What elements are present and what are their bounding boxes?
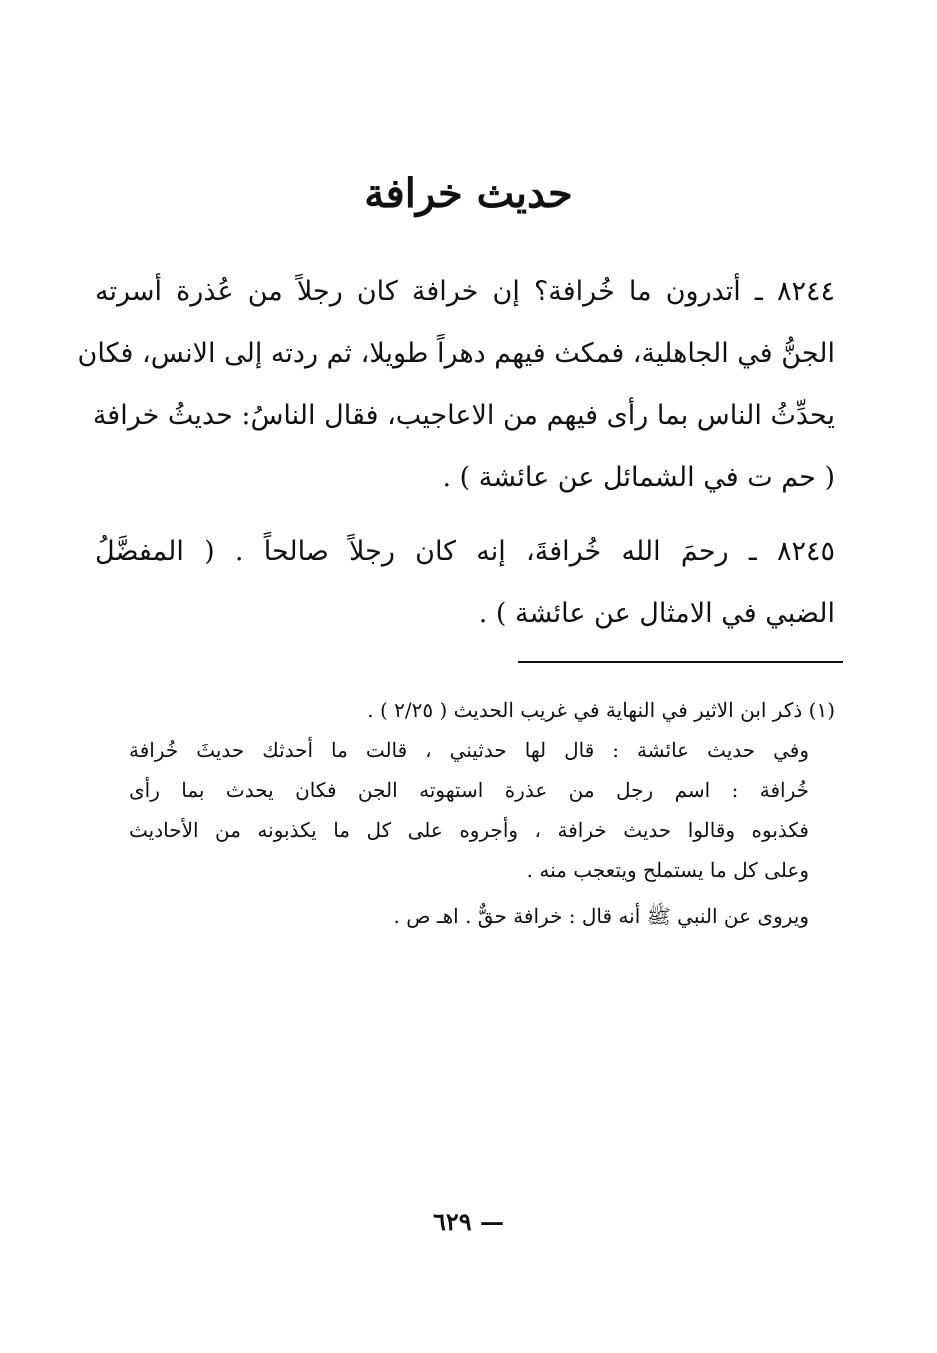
footnote-line-1: (١) ذكر ابن الاثير في النهاية في غريب الحديث ( ٢/٢٥ ) . [367, 698, 835, 722]
hadith-8245-line-1: ٨٢٤٥ ـ رحمَ الله خُرافةَ، إنه كان رجلاً صالحاً . ( المفضَّلُ [95, 536, 835, 567]
footnote-line-5: وعلى كل ما يستملح ويتعجب منه . [526, 858, 809, 882]
footnote-line-3: خُرافة : اسم رجل من عذرة استهوته الجن فكان يحدث بما رأى [129, 778, 809, 802]
hadith-8244-line-3: يحدِّثُ الناس بما رأى فيهم من الاعاجيب، فقال الناسُ: حديثُ خرافة [92, 400, 835, 431]
footnote-line-2: وفي حديث عائشة : قال لها حدثيني ، قالت ما أحدثك حديثَ خُرافة [129, 738, 809, 762]
hadith-8245-line-2: الضبي في الامثال عن عائشة ) . [478, 598, 835, 629]
section-title: حديث خرافة [364, 170, 573, 217]
footnote-line-6: ويروى عن النبي ﷺ أنه قال : خرافة حقٌّ . اهـ ص . [393, 904, 809, 928]
hadith-8244-line-2: الجنُّ في الجاهلية، فمكث فيهم دهراً طويلا، ثم ردته إلى الانس، فكان [77, 338, 835, 369]
hadith-8244-line-4: ( حم ت في الشمائل عن عائشة ) . [442, 462, 835, 493]
hadith-8244-line-1: ٨٢٤٤ ـ أتدرون ما خُرافة؟ إن خرافة كان رجلاً من عُذرة أسرته [95, 276, 835, 307]
footnote-divider [518, 661, 843, 663]
page-number: — ٦٢٩ [432, 1207, 505, 1236]
footnote-line-4: فكذبوه وقالوا حديث خرافة ، وأجروه على كل ما يكذبونه من الأحاديث [129, 818, 809, 842]
